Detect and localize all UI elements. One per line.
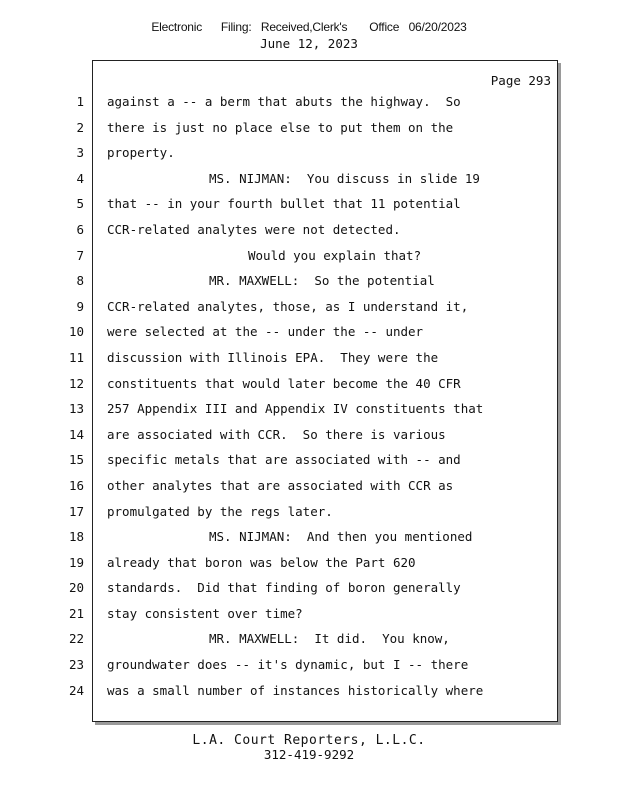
reporter-company: L.A. Court Reporters, L.L.C.: [192, 733, 426, 748]
line-number: 9: [76, 298, 84, 314]
filing-stamp: Electronic Filing: Received,Clerk's Office 06/20/2023: [151, 20, 467, 34]
transcript-line: was a small number of instances historically where: [107, 682, 484, 698]
line-number-column: [56, 95, 84, 709]
line-number: 23: [68, 657, 84, 673]
line-number: 15: [68, 452, 84, 468]
line-number: 13: [68, 401, 84, 417]
line-number: 24: [68, 682, 84, 698]
transcript-line: already that boron was below the Part 620: [107, 554, 416, 570]
line-number: 11: [68, 349, 84, 365]
transcript-line: MS. NIJMAN: You discuss in slide 19: [209, 170, 480, 186]
line-number: 22: [68, 631, 84, 647]
line-number: 2: [76, 119, 84, 135]
line-number: 16: [68, 477, 84, 493]
line-number: 6: [76, 221, 84, 237]
line-number: 12: [68, 375, 84, 391]
transcript-line: are associated with CCR. So there is various: [107, 426, 446, 442]
reporter-phone: 312-419-9292: [263, 747, 355, 762]
line-number: 20: [68, 580, 84, 596]
transcript-line: CCR-related analytes were not detected.: [107, 221, 401, 237]
transcript-line: groundwater does -- it's dynamic, but I -- there: [107, 657, 469, 673]
transcript-line: CCR-related analytes, those, as I understand it,: [107, 298, 469, 314]
line-number: 4: [76, 170, 84, 186]
transcript-line: MS. NIJMAN: And then you mentioned: [209, 529, 473, 545]
transcript-text: [107, 95, 547, 709]
transcript-line: there is just no place else to put them on the: [107, 119, 454, 135]
transcript-line: other analytes that are associated with CCR as: [107, 477, 454, 493]
line-number: 1: [76, 94, 84, 109]
transcript-line: 257 Appendix III and Appendix IV constituents that: [107, 401, 484, 417]
transcript-line: constituents that would later become the 40 CFR: [107, 375, 461, 391]
line-number: 10: [68, 324, 84, 340]
transcript-line: MR. MAXWELL: So the potential: [209, 273, 435, 289]
transcript-line: discussion with Illinois EPA. They were the: [107, 349, 439, 365]
line-number: 5: [76, 196, 84, 212]
transcript-line: promulgated by the regs later.: [107, 503, 333, 519]
line-number: 21: [68, 605, 84, 621]
line-number: 14: [68, 426, 84, 442]
line-number: 3: [76, 145, 84, 161]
transcript-line: stay consistent over time?: [107, 605, 303, 621]
transcript-line: that -- in your fourth bullet that 11 potential: [107, 196, 461, 212]
transcript-line: MR. MAXWELL: It did. You know,: [209, 631, 450, 647]
transcript-line: standards. Did that finding of boron generally: [107, 580, 461, 596]
hearing-date: June 12, 2023: [260, 36, 358, 51]
line-number: 17: [68, 503, 84, 519]
line-number: 7: [76, 247, 84, 263]
line-number: 19: [68, 554, 84, 570]
transcript-line: specific metals that are associated with -- and: [107, 452, 461, 468]
page-number: Page 293: [490, 73, 551, 88]
line-number: 8: [76, 273, 84, 289]
transcript-line: were selected at the -- under the -- under: [107, 324, 424, 340]
transcript-line: Would you explain that?: [248, 247, 422, 263]
line-number: 18: [68, 529, 84, 545]
transcript-line: against a -- a berm that abuts the highway. So: [107, 94, 461, 109]
transcript-line: property.: [107, 145, 175, 161]
